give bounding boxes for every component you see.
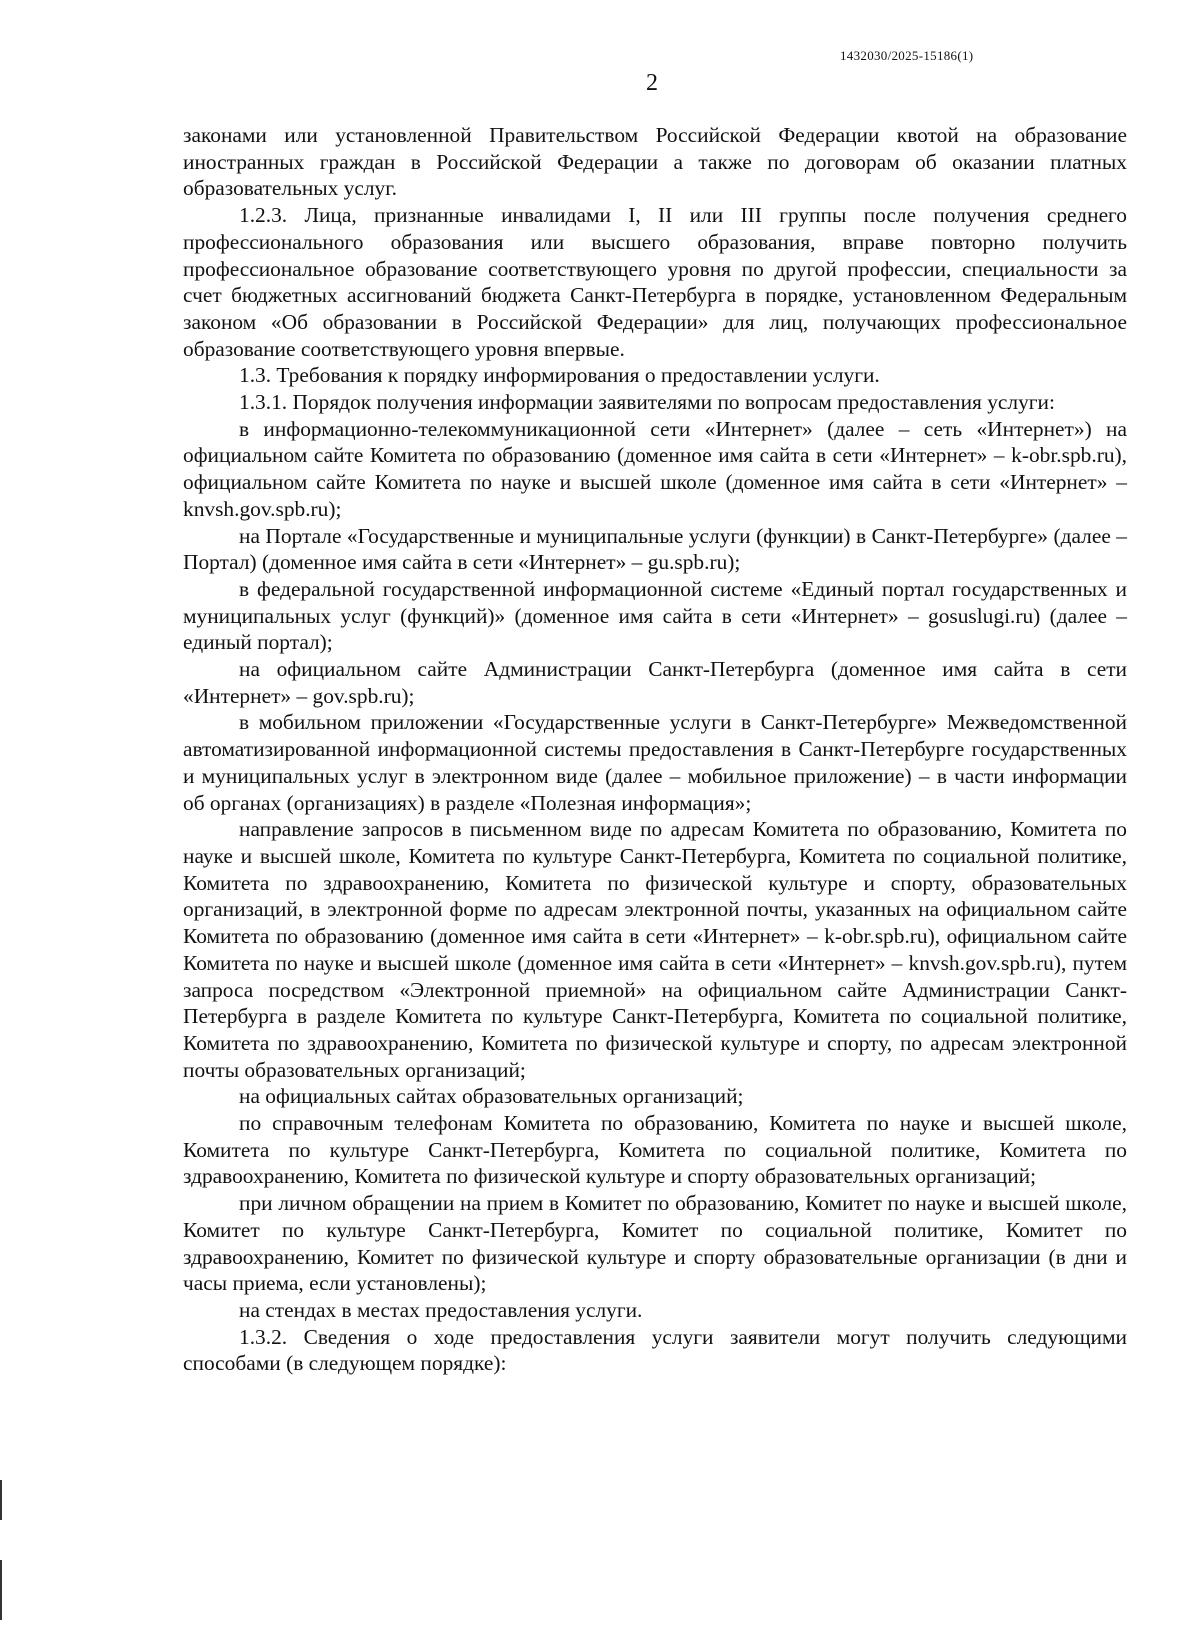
list-item-portal: на Портале «Государственные и муниципальные услуги (функции) в Санкт-Петербурге» (далее – Портал) (доменное имя сайта в сети «Интернет» – gu.spb.ru); xyxy=(183,523,1127,575)
page-number: 2 xyxy=(646,70,658,96)
paragraph-continuation: законами или установленной Правительством Российской Федерации квотой на образование иностранных граждан в Российской Федерации а также по договорам об оказании платных образовательных услуг. xyxy=(183,123,1127,201)
list-item-organization-sites: на официальных сайтах образовательных организаций; xyxy=(239,1084,744,1109)
document-number: 1432030/2025-15186(1) xyxy=(840,48,974,63)
list-item-administration-site: на официальном сайте Администрации Санкт-Петербурга (доменное имя сайта в сети «Интернет» – gov.spb.ru); xyxy=(183,657,1127,708)
list-item-written-requests: направление запросов в письменном виде по адресам Комитета по образованию, Комитета по науке и высшей школе, Комитета по культуре Санкт-Петербурга, Комитета по социальной политике, Комитета по здравоохранению, Комитета по физической культуре и спорту, образовательных организаций, в электронной форме по адресам электронной почты, указанных на официальном сайте Комитета по образованию (доменное имя сайта в сети «Интернет» – k-obr.spb.ru), официальном сайте Комитета по науке и высшей школе (доменное имя сайта в сети «Интернет» – knvsh.gov.spb.ru), путем запроса посредством «Электронной приемной» на официальном сайте Администрации Санкт-Петербурга в разделе Комитета по культуре Санкт-Петербурга, Комитета по социальной политике, Комитета по здравоохранению, Комитета по физической культуре и спорту, по адресам электронной почты образовательных организаций; xyxy=(183,817,1127,1082)
list-item-phones: по справочным телефонам Комитета по образованию, Комитета по науке и высшей школе, Комитета по культуре Санкт-Петербурга, Комитета по социальной политике, Комитета по здравоохранению, Комитета по физической культуре и спорту образовательных организаций; xyxy=(183,1111,1127,1189)
list-item-mobile-app: в мобильном приложении «Государственные услуги в Санкт-Петербурге» Межведомственной автоматизированной информационной системы предоставления в Санкт-Петербурге государственных и муниципальных услуг в электронном виде (далее – мобильное приложение) – в части информации об органах (организациях) в разделе «Полезная информация»; xyxy=(183,710,1127,815)
document-body xyxy=(183,122,1127,1377)
list-item-personal-visit: при личном обращении на прием в Комитет по образованию, Комитет по науке и высшей школе, Комитет по культуре Санкт-Петербурга, Комитет по социальной политике, Комитет по здравоохранению, Комитет по физической культуре и спорту образовательные организации (в дни и часы приема, если установлены); xyxy=(183,1191,1127,1296)
paragraph-1-3-1: 1.3.1. Порядок получения информации заявителями по вопросам предоставления услуги: xyxy=(239,390,1055,415)
list-item-internet: в информационно-телекоммуникационной сети «Интернет» (далее – сеть «Интернет») на официальном сайте Комитета по образованию (доменное имя сайта в сети «Интернет» – k-obr.spb.ru), официальном сайте Комитета по науке и высшей школе (доменное имя сайта в сети «Интернет» – knvsh.gov.spb.ru); xyxy=(183,416,1127,521)
paragraph-1-2-3: 1.2.3. Лица, признанные инвалидами I, II или III группы после получения среднего профессионального образования или высшего образования, вправе повторно получить профессиональное образование соответствующего уровня по другой профессии, специальности за счет бюджетных ассигнований бюджета Санкт-Петербурга в порядке, установленном Федеральным законом «Об образовании в Российской Федерации» для лиц, получающих профессиональное образование соответствующего уровня впервые. xyxy=(183,203,1127,361)
list-item-stands: на стендах в местах предоставления услуги. xyxy=(239,1297,643,1322)
scan-edge-mark xyxy=(0,1560,2,1620)
paragraph-1-3: 1.3. Требования к порядку информирования о предоставлении услуги. xyxy=(239,363,880,388)
list-item-federal-portal: в федеральной государственной информационной системе «Единый портал государственных и муниципальных услуг (функций)» (доменное имя сайта в сети «Интернет» – gosuslugi.ru) (далее – единый портал); xyxy=(183,576,1127,655)
paragraph-1-3-2: 1.3.2. Сведения о ходе предоставления услуги заявители могут получить следующими способами (в следующем порядке): xyxy=(183,1324,1127,1376)
scan-edge-mark xyxy=(0,1480,2,1520)
